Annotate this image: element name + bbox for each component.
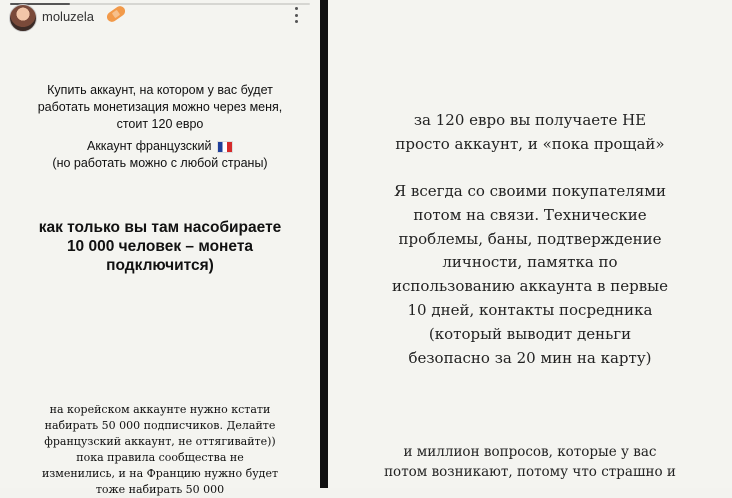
support-line: Я всегда со своими покупателями [394,182,666,200]
story-username[interactable]: moluzela [42,9,95,24]
intro-text [0,82,320,133]
questions-text [328,442,732,482]
price-text [328,108,732,156]
korean-account-text [0,402,320,498]
bandaid-icon [105,4,127,24]
korean-line: пока правила сообщества не [76,451,244,464]
support-text [328,180,732,370]
intro-line: стоит 120 евро [116,117,204,131]
support-line: безопасно за 20 мин на карту) [408,348,652,367]
any-country-line: (но работать можно с любой страны) [52,156,268,170]
panel-divider [320,0,328,488]
korean-line: набирать 50 000 подписчиков. Делайте [44,419,276,432]
korean-line: на корейском аккаунте нужно кстати [49,403,271,416]
korean-line: изменились, и на Францию нужно будет [41,467,279,480]
more-vertical-icon[interactable] [290,4,302,26]
support-line: (который выводит деньги [428,324,632,343]
questions-line: потом возникают, потому что страшно и [384,464,676,480]
support-line: использованию аккаунта в первые [392,277,668,296]
story-progress-bar [10,3,310,5]
questions-line: и миллион вопросов, которые у вас [403,444,657,460]
story-right [328,0,732,488]
french-account-text [0,138,320,172]
bold-line: как только вы там насобираете [38,219,282,236]
price-line: просто аккаунт, и «пока прощай» [395,135,665,153]
korean-line: французский аккаунт, не оттягивайте)) [44,435,276,448]
french-line-label: Аккаунт французский [87,139,212,153]
bold-line: 10 000 человек – монета [66,238,254,255]
price-line: за 120 евро вы получаете НЕ [413,111,647,129]
support-line: потом на связи. Технические [413,205,647,224]
korean-line: тоже набирать 50 000 [95,483,225,496]
story-left [0,0,320,496]
france-flag-icon [217,141,233,153]
support-line: проблемы, баны, подтверждение [398,229,662,248]
bold-statement [0,218,320,275]
support-line: личности, памятка по [442,253,618,272]
french-line [0,138,320,155]
intro-line: работать монетизация можно через меня, [37,100,283,114]
avatar[interactable] [9,4,37,32]
support-line: 10 дней, контакты посредника [407,300,653,319]
bold-line: подключится) [106,257,214,274]
intro-line: Купить аккаунт, на котором у вас будет [47,83,273,97]
